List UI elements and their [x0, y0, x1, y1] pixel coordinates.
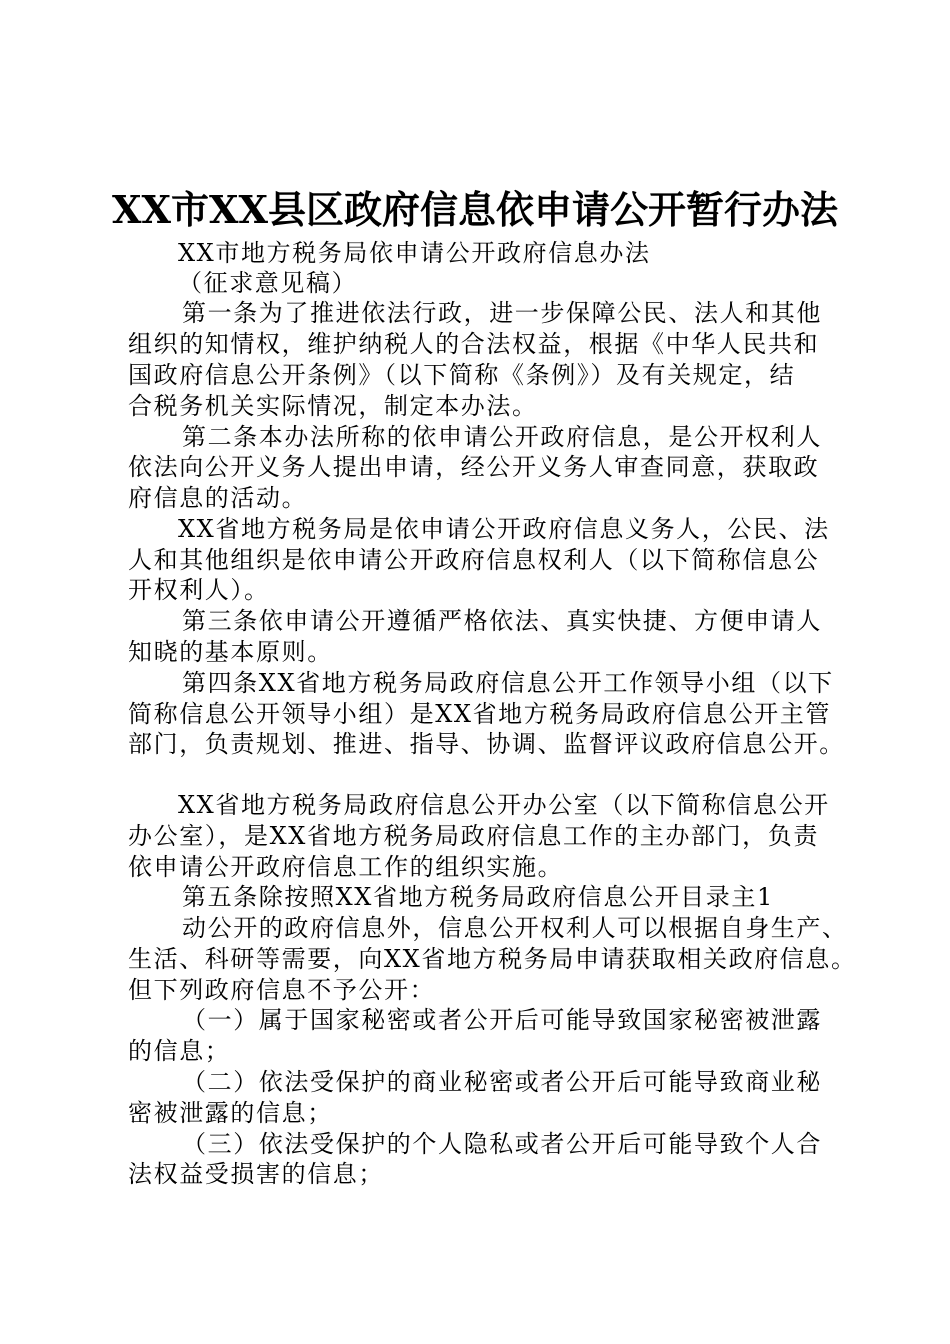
text-line: 合税务机关实际情况，制定本办法。 — [128, 392, 538, 420]
text-line: 知晓的基本原则。 — [128, 638, 333, 666]
text-line: XX省地方税务局政府信息公开办公室（以下简称信息公开 — [178, 791, 830, 819]
draft-note: （征求意见稿） — [178, 269, 358, 297]
text-line: 办公室），是XX省地方税务局政府信息工作的主办部门，负责 — [128, 822, 819, 850]
text-line: 第四条XX省地方税务局政府信息公开工作领导小组（以下 — [182, 669, 834, 697]
text-line: 动公开的政府信息外，信息公开权利人可以根据自身生产、 — [182, 914, 848, 942]
text-line: 部门，负责规划、推进、指导、协调、监督评议政府信息公开。 — [128, 730, 845, 758]
text-line: 组织的知情权，维护纳税人的合法权益，根据《中华人民共和 — [128, 330, 820, 358]
text-line: 府信息的活动。 — [128, 484, 308, 512]
text-line: 第二条本办法所称的依申请公开政府信息，是公开权利人 — [182, 423, 822, 451]
text-line: 密被泄露的信息； — [128, 1099, 333, 1127]
subtitle: XX市地方税务局依申请公开政府信息办法 — [178, 239, 651, 267]
text-line: 但下列政府信息不予公开： — [128, 976, 436, 1004]
text-line: 依法向公开义务人提出申请，经公开义务人审查同意，获取政 — [128, 453, 820, 481]
text-line: 第五条除按照XX省地方税务局政府信息公开目录主1 — [182, 883, 774, 911]
text-line: 第一条为了推进依法行政，进一步保障公民、法人和其他 — [182, 299, 822, 327]
text-line: XX省地方税务局是依申请公开政府信息义务人，公民、法 — [178, 515, 830, 543]
text-line: 简称信息公开领导小组）是XX省地方税务局政府信息公开主管 — [128, 700, 831, 728]
text-line: 法权益受损害的信息； — [128, 1160, 384, 1188]
text-line: 第三条依申请公开遵循严格依法、真实快捷、方便申请人 — [182, 607, 822, 635]
text-line: 的信息； — [128, 1037, 231, 1065]
text-line: 人和其他组织是依申请公开政府信息权利人（以下简称信息公 — [128, 546, 820, 574]
text-line: 开权利人）。 — [128, 576, 270, 604]
text-line: 国政府信息公开条例》（以下简称《条例》）及有关规定，结 — [128, 361, 796, 389]
list-item: （三）依法受保护的个人隐私或者公开后可能导致个人合 — [182, 1130, 822, 1158]
list-item: （二）依法受保护的商业秘密或者公开后可能导致商业秘 — [182, 1068, 822, 1096]
text-line: 依申请公开政府信息工作的组织实施。 — [128, 853, 564, 881]
text-line: 生活、科研等需要，向XX省地方税务局申请获取相关政府信息。 — [128, 945, 857, 973]
document-title: XX市XX县区政府信息依申请公开暂行办法 — [112, 187, 838, 232]
list-item: （一）属于国家秘密或者公开后可能导致国家秘密被泄露 — [182, 1006, 822, 1034]
